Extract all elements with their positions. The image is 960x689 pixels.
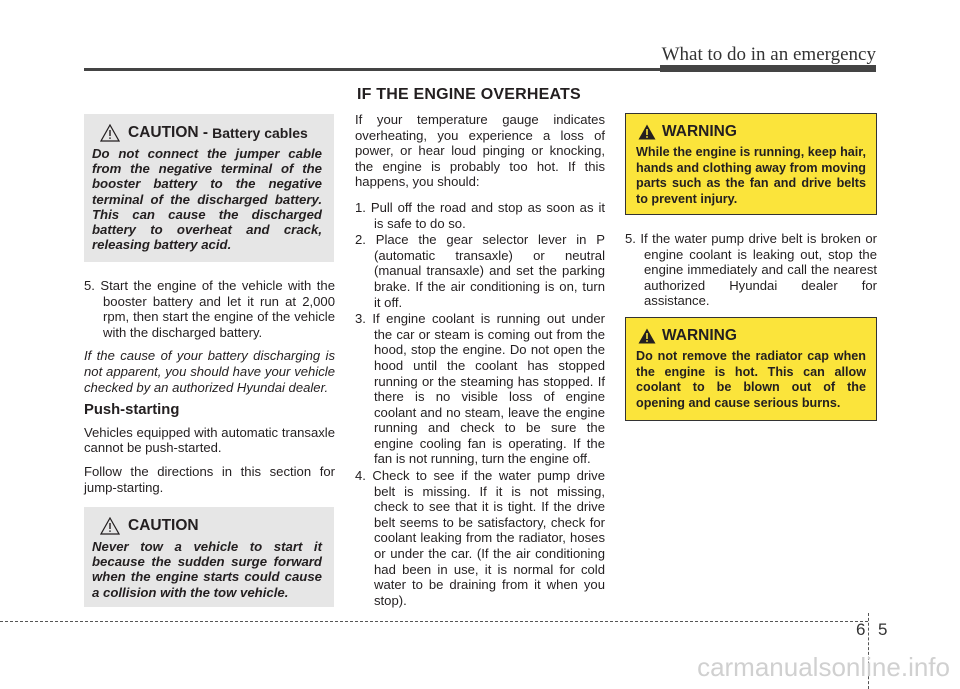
caution-battery-box	[84, 114, 334, 262]
footer-rule	[0, 621, 868, 622]
watermark: carmanualsonline.info	[697, 652, 950, 682]
warning-radiator-cap-box	[625, 317, 877, 421]
left-text-column	[84, 278, 335, 503]
caution-tow-heading	[100, 517, 322, 535]
header-rule	[84, 68, 876, 71]
overheat-step-5: 5. If the water pump drive belt is broken or engine coolant is leaking out, stop the engine immediately and call the nearest authorized Hyundai dealer for assistance.	[625, 231, 877, 309]
warning-moving-parts-text: While the engine is running, keep hair, hands and clothing away from moving parts such as the fan and drive belts to prevent injury.	[636, 145, 866, 206]
caution-battery-text: Do not connect the jumper cable from the negative terminal of the booster battery to the negative terminal of the discharged battery. This can cause the discharged battery to overheat and crack, releasing battery acid.	[92, 146, 322, 253]
overheat-step-2: 2. Place the gear selector lever in P (automatic transaxle) or neutral (manual transaxle) and set the parking brake. If the air conditioning is on, turn it off.	[355, 232, 605, 310]
overheat-step-3: 3. If engine coolant is running out under the car or steam is coming out from the hood, stop the engine. Do not open the hood until the coolant has stopped running or the steaming has stopped. If there is no visible loss of engine coolant and no steam, leave the engine running and check to be sure the engine cooling fan is operating. If the fan is not running, turn the engine off.	[355, 311, 605, 467]
caution-tow-box	[84, 507, 334, 607]
caution-tow-title: CAUTION	[128, 517, 199, 534]
battery-note: If the cause of your battery discharging is not apparent, you should have your vehicle checked by an authorized Hyundai dealer.	[84, 348, 335, 395]
caution-battery-heading	[100, 124, 322, 142]
caution-tow-text: Never tow a vehicle to start it because the sudden surge forward when the engine starts could cause a collision with the tow vehicle.	[92, 539, 322, 600]
caution-triangle-icon	[100, 517, 120, 535]
warning-radiator-cap-title: WARNING	[662, 327, 737, 344]
warning-moving-parts-title: WARNING	[662, 123, 737, 140]
warning-moving-parts-heading	[638, 123, 866, 141]
overheat-intro: If your temperature gauge indicates overheating, you experience a loss of power, or hear loud pinging or knocking, the engine is probably too hot. If this happens, you should:	[355, 112, 605, 190]
warning-moving-parts-box	[625, 113, 877, 215]
caution-battery-subtitle: Battery cables	[212, 125, 308, 141]
middle-text-column	[355, 112, 605, 616]
step-5-jump: 5. Start the engine of the vehicle with the booster battery and let it run at 2,000 rpm, then start the engine of the vehicle with the discharged battery.	[84, 278, 335, 340]
caution-battery-title: CAUTION -	[128, 124, 209, 141]
push-starting-text-2: Follow the directions in this section for jump-starting.	[84, 463, 335, 495]
overheat-step-1: 1. Pull off the road and stop as soon as it is safe to do so.	[355, 199, 605, 231]
section-title: IF THE ENGINE OVERHEATS	[357, 86, 581, 103]
push-starting-heading: Push-starting	[84, 402, 180, 419]
chapter-title: What to do in an emergency	[661, 44, 876, 65]
right-text-column	[625, 231, 877, 317]
caution-triangle-icon	[100, 124, 120, 142]
warning-triangle-icon	[638, 328, 656, 344]
chapter-number: 6	[856, 620, 866, 639]
page-number: 5	[878, 620, 888, 639]
push-starting-text-1: Vehicles equipped with automatic transaxle cannot be push-started.	[84, 424, 335, 456]
overheat-step-4: 4. Check to see if the water pump drive belt is missing. If it is not missing, check to see that it is tight. If the drive belt seems to be satisfactory, check for coolant leaking from the radiator, hoses or under the car. (If the air conditioning had been in use, it is normal for cold water to be draining from it when you stop).	[355, 468, 605, 608]
warning-triangle-icon	[638, 124, 656, 140]
warning-radiator-cap-heading	[638, 327, 866, 345]
warning-radiator-cap-text: Do not remove the radiator cap when the engine is hot. This can allow coolant to be blown out of the opening and cause serious burns.	[636, 349, 866, 410]
